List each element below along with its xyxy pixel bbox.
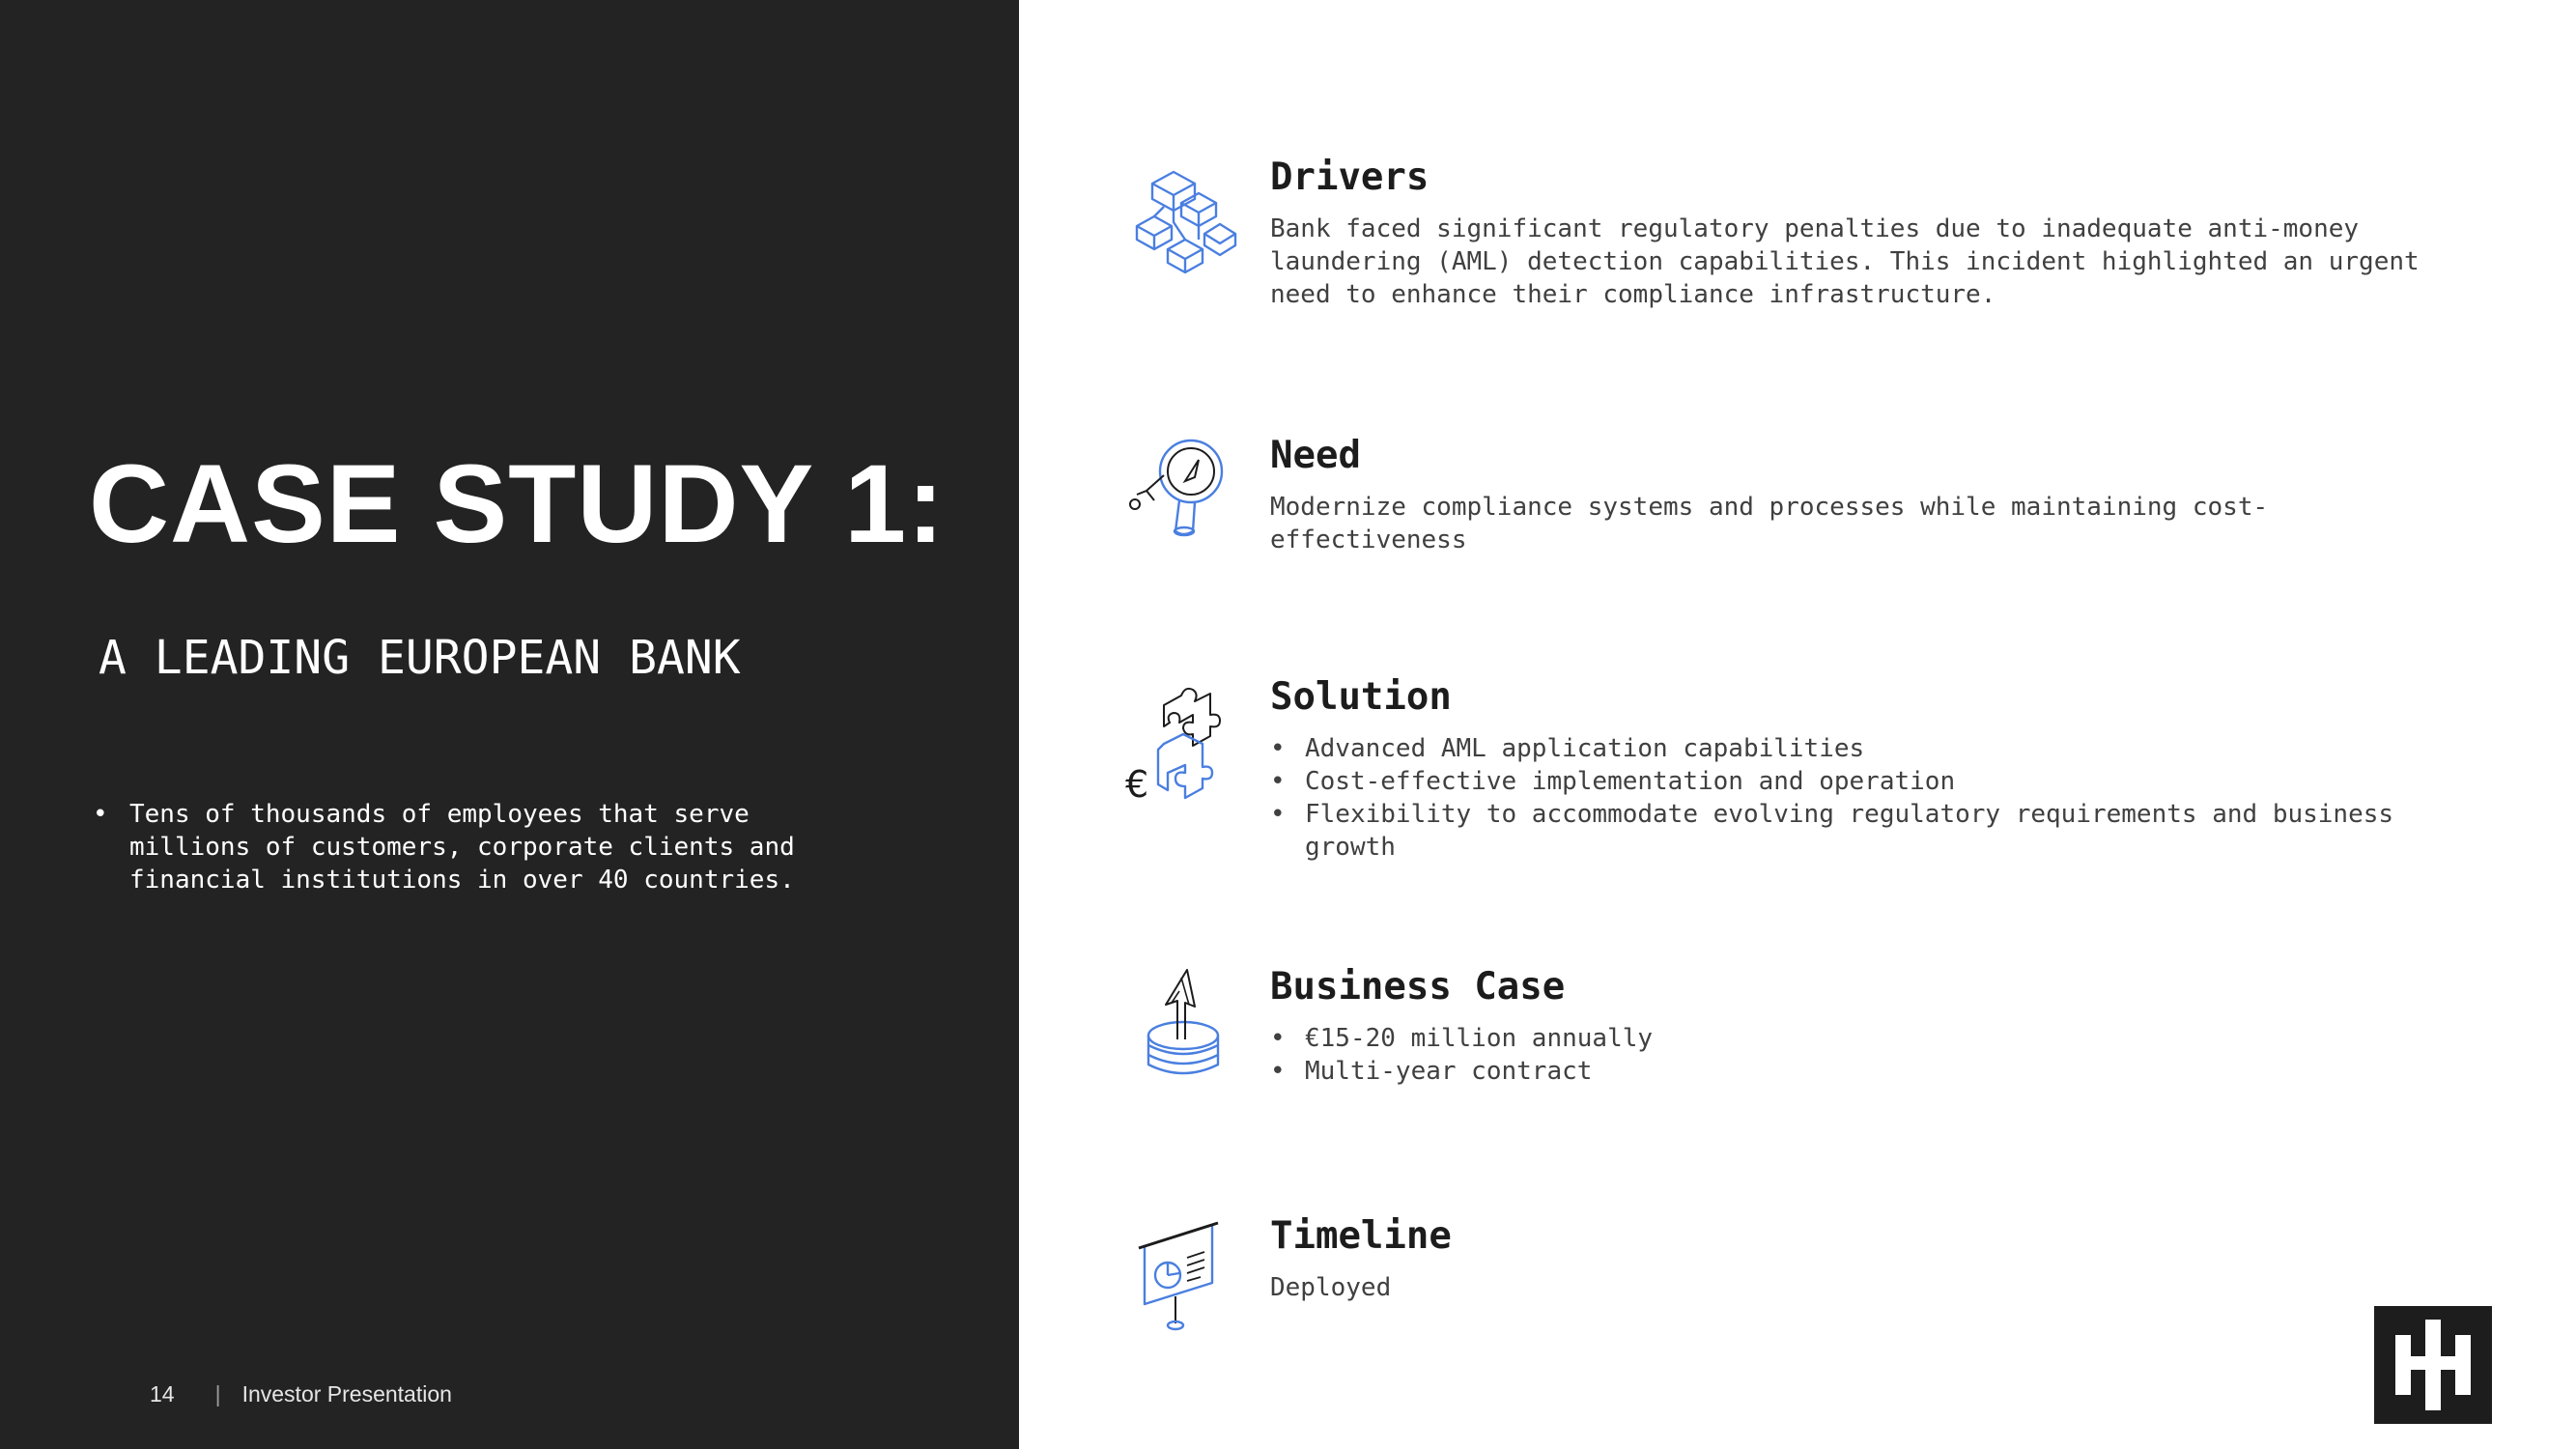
list-item: • Advanced AML application capabilities — [1270, 732, 2458, 765]
footer-separator: | — [214, 1381, 221, 1406]
euro-symbol: € — [1125, 763, 1149, 806]
case-study-subtitle: A LEADING EUROPEAN BANK — [99, 631, 741, 685]
slide-footer — [150, 1381, 452, 1407]
coins-arrow-up-icon — [1125, 966, 1241, 1092]
solution-title: Solution — [1270, 675, 1452, 719]
list-item: • Multi-year contract — [1270, 1055, 2458, 1088]
list-item: • €15-20 million annually — [1270, 1022, 2458, 1055]
list-item: • Cost-effective implementation and operation — [1270, 765, 2458, 798]
network-blocks-icon — [1125, 156, 1241, 282]
case-study-title: CASE STUDY 1: — [89, 442, 946, 566]
presentation-board-icon — [1125, 1215, 1241, 1341]
list-item: • Flexibility to accommodate evolving regulatory requirements and business growth — [1270, 798, 2458, 864]
magnifier-compass-icon — [1125, 435, 1241, 560]
timeline-title: Timeline — [1270, 1214, 1452, 1258]
drivers-title: Drivers — [1270, 156, 1430, 199]
business-case-list — [1270, 1022, 2458, 1088]
puzzle-euro-icon — [1125, 676, 1241, 806]
list-item: • Tens of thousands of employees that serve millions of customers, corporate clients and financial institutions in over 40 countries. — [93, 798, 827, 896]
business-case-title: Business Case — [1270, 965, 1566, 1009]
drivers-body: Bank faced significant regulatory penalties due to inadequate anti-money laundering (AML) detection capabilities. This incident highlighted an urgent need to enhance their compliance infrastructure. — [1270, 214, 2420, 309]
solution-list — [1270, 732, 2458, 864]
need-title: Need — [1270, 434, 1361, 477]
left-panel — [0, 0, 1019, 1449]
need-body: Modernize compliance systems and processes while maintaining cost-effectiveness — [1270, 493, 2269, 554]
footer-label: Investor Presentation — [241, 1381, 452, 1406]
client-description-list — [93, 798, 827, 896]
timeline-body: Deployed — [1270, 1273, 1392, 1302]
page-number: 14 — [150, 1381, 175, 1406]
company-logo-icon — [2374, 1306, 2492, 1424]
